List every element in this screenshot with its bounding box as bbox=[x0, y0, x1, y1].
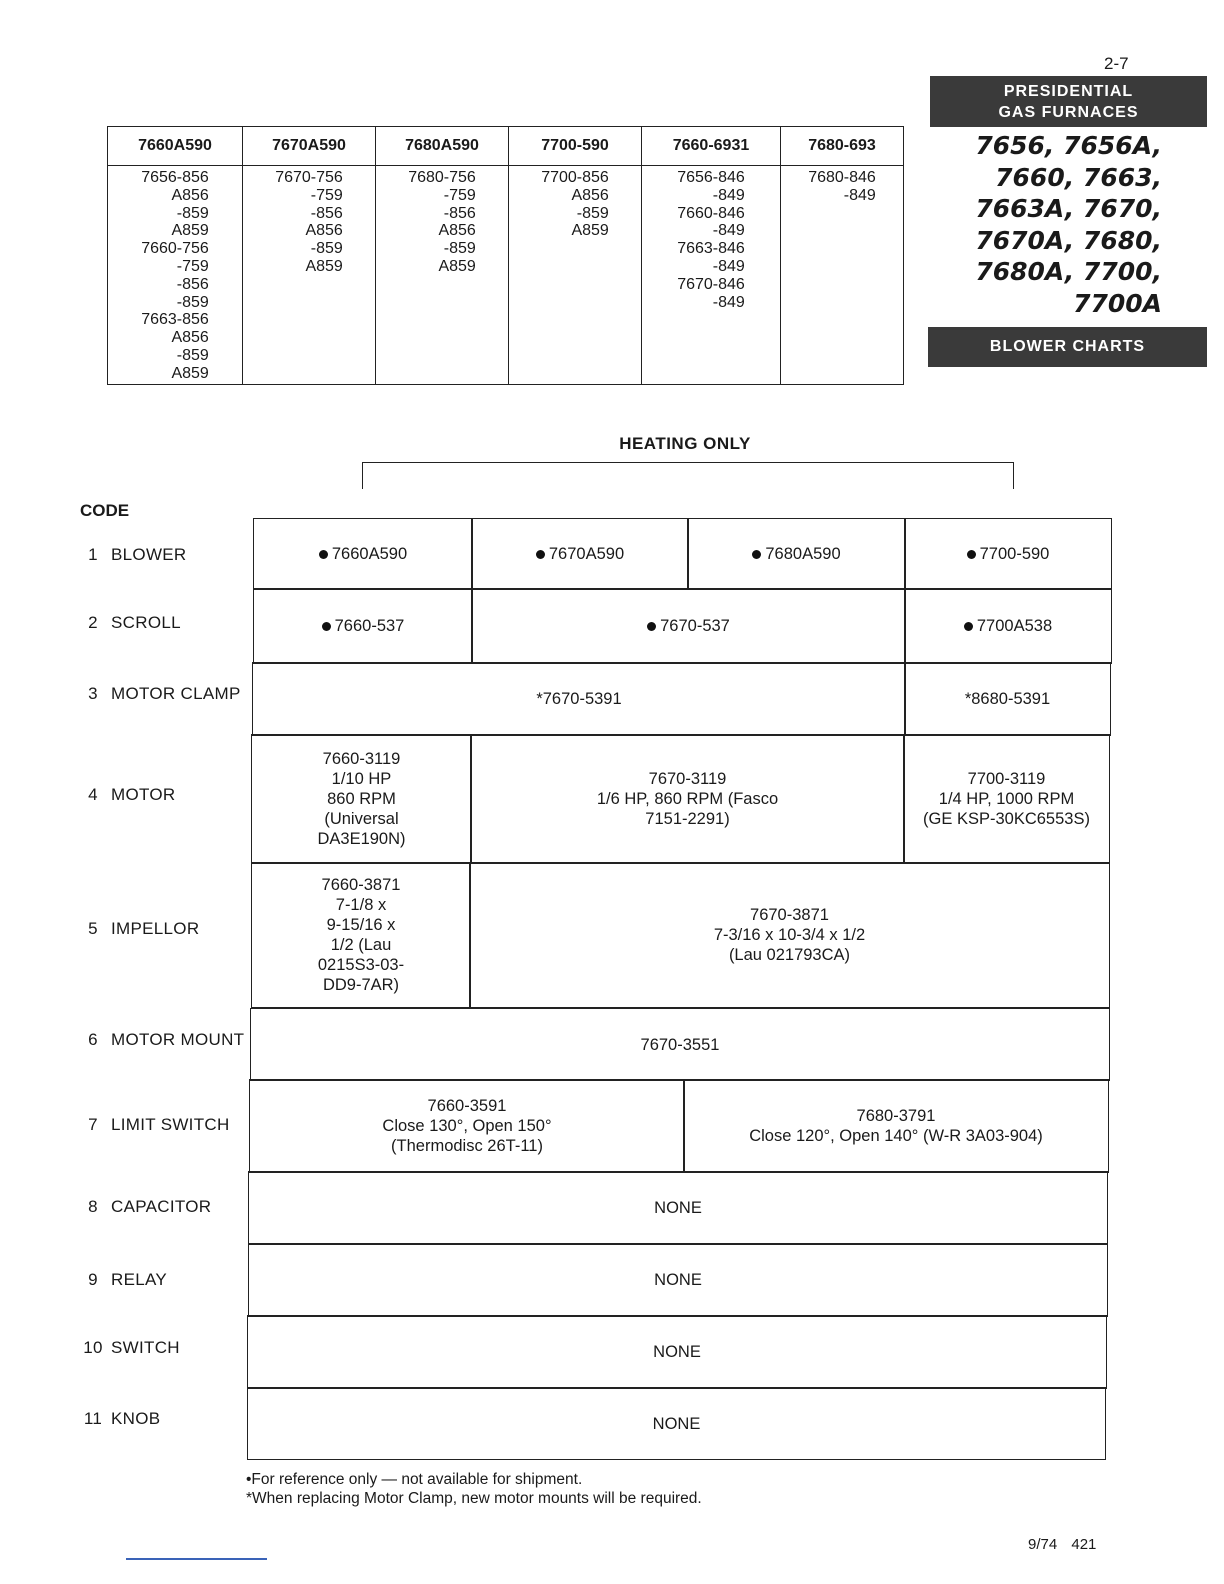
model-number: A859 bbox=[171, 364, 209, 382]
switch-cell: NONE bbox=[247, 1315, 1107, 1389]
model-number: 7670-756 bbox=[275, 169, 343, 186]
row-number: 9 bbox=[88, 1270, 98, 1289]
model-number: A859 bbox=[438, 257, 476, 275]
blower-charts-banner: BLOWER CHARTS bbox=[928, 327, 1207, 367]
cell-text: 7660A590 bbox=[331, 545, 408, 563]
model-number: -759 bbox=[443, 186, 476, 204]
model-number: 7660-846 bbox=[677, 204, 745, 222]
row-label-text: BLOWER bbox=[111, 545, 187, 564]
cell-text: 7670A590 bbox=[548, 545, 625, 563]
row-number: 2 bbox=[88, 613, 98, 632]
row-number: 6 bbox=[88, 1030, 98, 1049]
model-number: -849 bbox=[712, 257, 745, 275]
heading-bracket bbox=[362, 462, 1014, 489]
row-number: 10 bbox=[83, 1338, 103, 1357]
table-header: 7700-590 bbox=[509, 127, 642, 166]
blower-cell bbox=[904, 518, 1112, 590]
scroll-cell bbox=[471, 588, 906, 664]
model-line: 7663A, 7670, bbox=[975, 194, 1162, 223]
presidential-banner bbox=[930, 76, 1207, 127]
motor-clamp-cell: *8680-5391 bbox=[904, 662, 1111, 736]
model-number: -859 bbox=[176, 346, 209, 364]
relay-cell: NONE bbox=[248, 1243, 1108, 1317]
heating-only-heading: HEATING ONLY bbox=[619, 434, 751, 453]
banner-line-1: PRESIDENTIAL bbox=[1003, 83, 1134, 100]
model-list bbox=[930, 130, 1162, 319]
model-number: A859 bbox=[571, 222, 609, 240]
knob-cell: NONE bbox=[247, 1387, 1106, 1460]
table-cell bbox=[781, 166, 904, 385]
row-label-text: KNOB bbox=[111, 1409, 161, 1428]
table-header: 7680A590 bbox=[376, 127, 509, 166]
limit-switch-cell: 7660-3591 Close 130°, Open 150° (Thermodisc 26T-11) bbox=[249, 1079, 685, 1173]
row-label-text: SCROLL bbox=[111, 613, 181, 632]
model-line: 7660, 7663, bbox=[995, 162, 1162, 192]
impellor-cell: 7670-3871 7-3/16 x 10-3/4 x 1/2 (Lau 021793CA) bbox=[469, 862, 1110, 1008]
footer-date: 9/74 bbox=[1028, 1536, 1058, 1553]
cell-text: 7700-590 bbox=[979, 545, 1050, 563]
limit-switch-cell: 7680-3791 Close 120°, Open 140° (W-R 3A03-904) bbox=[683, 1079, 1109, 1173]
table-cell bbox=[243, 166, 376, 385]
row-label bbox=[80, 1030, 244, 1050]
model-number: 7680-846 bbox=[808, 169, 876, 186]
bullet-icon bbox=[536, 550, 545, 559]
row-label bbox=[80, 1270, 167, 1290]
row-number: 11 bbox=[83, 1409, 103, 1428]
model-number: -856 bbox=[443, 204, 476, 222]
table-cell bbox=[108, 166, 243, 385]
model-number: 7663-846 bbox=[677, 240, 745, 258]
row-number: 1 bbox=[88, 545, 98, 564]
bullet-icon bbox=[964, 622, 973, 631]
model-number: -759 bbox=[176, 257, 209, 275]
model-number: -859 bbox=[176, 293, 209, 311]
row-number: 8 bbox=[88, 1197, 98, 1216]
model-number: A856 bbox=[305, 222, 343, 240]
model-number-list bbox=[677, 169, 745, 311]
bullet-icon bbox=[319, 550, 328, 559]
cell-text: 7670-537 bbox=[660, 617, 730, 635]
table-header: 7660A590 bbox=[108, 127, 243, 166]
model-line: 7700A bbox=[1073, 288, 1162, 318]
model-number: 7660-756 bbox=[141, 240, 209, 258]
row-label-text: LIMIT SWITCH bbox=[111, 1115, 230, 1134]
row-label-text: SWITCH bbox=[111, 1338, 180, 1357]
impellor-cell: 7660-3871 7-1/8 x 9-15/16 x 1/2 (Lau 0215S3-03- DD9-7AR) bbox=[251, 862, 471, 1008]
motor-cell: 7700-3119 1/4 HP, 1000 RPM (GE KSP-30KC6553S) bbox=[903, 734, 1110, 864]
row-label bbox=[80, 1338, 180, 1358]
table-cell bbox=[642, 166, 781, 385]
model-number: A856 bbox=[438, 222, 476, 240]
table-cell bbox=[376, 166, 509, 385]
model-number: -856 bbox=[310, 204, 343, 222]
table-cell bbox=[509, 166, 642, 385]
model-number: -849 bbox=[712, 186, 745, 204]
blower-model-table bbox=[107, 126, 904, 385]
model-number: -849 bbox=[712, 293, 745, 311]
model-number: -859 bbox=[310, 240, 343, 258]
model-number: -759 bbox=[310, 186, 343, 204]
motor-mount-cell: 7670-3551 bbox=[250, 1008, 1110, 1081]
footnote-reference: •For reference only — not available for shipment. bbox=[246, 1471, 583, 1488]
row-label-text: IMPELLOR bbox=[111, 919, 200, 938]
row-label bbox=[80, 613, 181, 633]
motor-cell: 7670-3119 1/6 HP, 860 RPM (Fasco 7151-2291) bbox=[470, 734, 905, 864]
model-line: 7680A, 7700, bbox=[975, 257, 1162, 286]
table-header-row bbox=[108, 127, 904, 166]
model-number-list bbox=[141, 169, 209, 383]
row-number: 4 bbox=[88, 785, 98, 804]
model-number-list bbox=[541, 169, 609, 240]
model-number: A859 bbox=[171, 222, 209, 240]
footer-page: 421 bbox=[1071, 1536, 1097, 1553]
bullet-icon bbox=[752, 550, 761, 559]
banner-line-2: GAS FURNACES bbox=[998, 104, 1139, 121]
page-footer bbox=[1028, 1536, 1096, 1553]
footer-rule bbox=[126, 1558, 267, 1560]
model-number: -849 bbox=[843, 186, 876, 204]
model-number: 7680-756 bbox=[408, 169, 476, 186]
row-label bbox=[80, 1115, 230, 1135]
row-label-text: CAPACITOR bbox=[111, 1197, 212, 1216]
model-number-list bbox=[808, 169, 876, 205]
row-number: 7 bbox=[88, 1115, 98, 1134]
bullet-icon bbox=[647, 622, 656, 631]
row-label-text: RELAY bbox=[111, 1270, 168, 1289]
model-number: -859 bbox=[443, 240, 476, 258]
model-number: -859 bbox=[576, 204, 609, 222]
table-header: 7660-6931 bbox=[642, 127, 781, 166]
model-number: A856 bbox=[171, 329, 209, 347]
capacitor-cell: NONE bbox=[248, 1171, 1108, 1245]
model-number: 7656-846 bbox=[677, 169, 745, 186]
model-number: -856 bbox=[176, 275, 209, 293]
model-number: A859 bbox=[305, 257, 343, 275]
model-number: 7700-856 bbox=[541, 169, 609, 186]
cell-text: 7680A590 bbox=[765, 545, 841, 563]
model-line: 7670A, 7680, bbox=[975, 225, 1162, 255]
table-row bbox=[108, 166, 904, 385]
blower-cell bbox=[687, 518, 906, 590]
row-label bbox=[80, 684, 241, 704]
motor-clamp-cell: *7670-5391 bbox=[252, 662, 906, 736]
page-number: 2-7 bbox=[1104, 54, 1129, 73]
model-number: 7663-856 bbox=[141, 311, 209, 329]
row-label bbox=[80, 919, 199, 939]
cell-text: 7700A538 bbox=[976, 617, 1053, 635]
row-label bbox=[80, 1409, 160, 1429]
model-number: -849 bbox=[712, 222, 745, 240]
blower-cell bbox=[471, 518, 689, 590]
bullet-icon bbox=[967, 550, 976, 559]
model-number: -859 bbox=[176, 204, 209, 222]
motor-cell: 7660-3119 1/10 HP 860 RPM (Universal DA3E190N) bbox=[251, 734, 472, 864]
model-number: A856 bbox=[571, 186, 609, 204]
code-label: CODE bbox=[80, 501, 130, 520]
row-label bbox=[80, 785, 176, 805]
model-number: A856 bbox=[171, 186, 209, 204]
model-line: 7656, 7656A, bbox=[975, 131, 1162, 160]
row-label-text: MOTOR MOUNT bbox=[111, 1030, 245, 1049]
model-number: 7656-856 bbox=[141, 169, 209, 186]
footnote-motor-clamp: *When replacing Motor Clamp, new motor mounts will be required. bbox=[246, 1490, 702, 1507]
blower-cell bbox=[253, 518, 473, 590]
model-number: 7670-846 bbox=[677, 275, 745, 293]
cell-text: 7660-537 bbox=[334, 617, 405, 635]
row-label bbox=[80, 1197, 211, 1217]
row-number: 5 bbox=[88, 919, 98, 938]
row-number: 3 bbox=[88, 684, 98, 703]
scroll-cell bbox=[253, 588, 473, 664]
scroll-cell bbox=[904, 588, 1112, 664]
row-label bbox=[80, 545, 187, 565]
model-number-list bbox=[275, 169, 343, 276]
bullet-icon bbox=[322, 622, 331, 631]
model-number-list bbox=[408, 169, 476, 276]
row-label-text: MOTOR bbox=[111, 785, 176, 804]
table-header: 7670A590 bbox=[243, 127, 376, 166]
row-label-text: MOTOR CLAMP bbox=[111, 684, 241, 703]
table-header: 7680-693 bbox=[781, 127, 904, 166]
